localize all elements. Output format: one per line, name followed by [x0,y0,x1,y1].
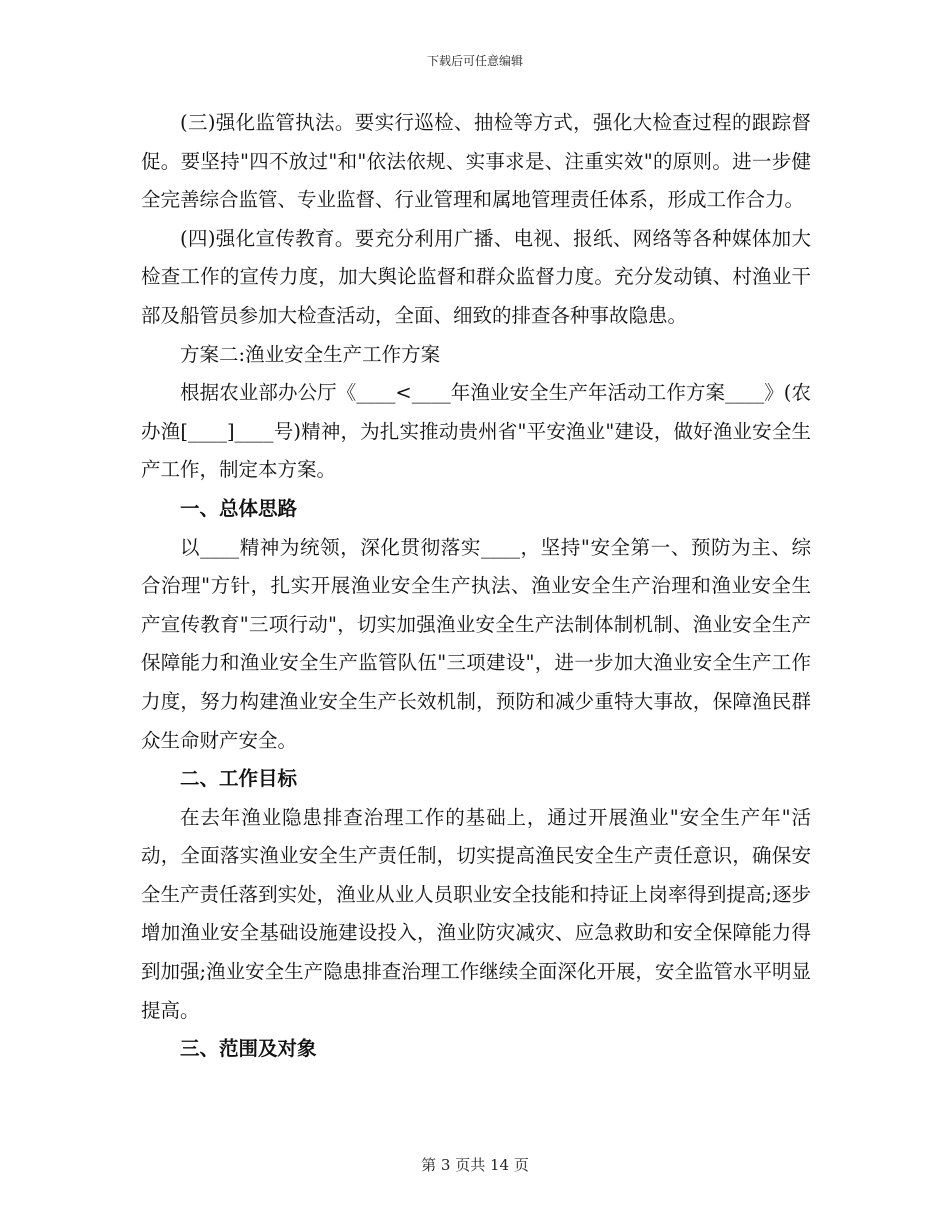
section-heading-overall-approach: 一、总体思路 [180,496,298,520]
paragraph-work-goals: 在去年渔业隐患排查治理工作的基础上，通过开展渔业"安全生产年"活动，全面落实渔业安全生产责任制，切实提高渔民安全生产责任意识，确保安全生产责任落到实处，渔业从业人员职业安全技能和持证上岗率得到提高;逐步增加渔业安全基础设施建设投入，渔业防灾减灾、应急救助和安全保障能力得到加强;渔业安全生产隐患排查治理工作继续全面深化开展，安全监管水平明显提高。 [141,805,811,1022]
document-body [141,104,811,1069]
paragraph-overall-approach: 以____精神为统领，深化贯彻落实____，坚持"安全第一、预防为主、综合治理"方针，扎实开展渔业安全生产执法、渔业安全生产治理和渔业安全生产宣传教育"三项行动"，切实加强渔业安全生产法制体制机制、渔业安全生产保障能力和渔业安全生产监管队伍"三项建设"，进一步加大渔业安全生产工作力度，努力构建渔业安全生产长效机制，预防和减少重特大事故，保障渔民群众生命财产安全。 [141,535,811,752]
page-header: 下载后可任意编辑 [426,54,523,68]
paragraph-strengthen-publicity: (四)强化宣传教育。要充分利用广播、电视、报纸、网络等各种媒体加大检查工作的宣传力度，加大舆论监督和群众监督力度。充分发动镇、村渔业干部及船管员参加大检查活动，全面、细致的排查各种事故隐患。 [141,226,811,327]
section-heading-work-goals: 二、工作目标 [180,767,298,791]
paragraph-plan-basis: 根据农业部办公厅《____<____年渔业安全生产年活动工作方案____》(农办渔[____]____号)精神，为扎实推动贵州省"平安渔业"建设，做好渔业安全生产工作，制定本方案。 [141,381,811,482]
plan-two-title: 方案二:渔业安全生产工作方案 [180,342,441,366]
section-heading-scope: 三、范围及对象 [180,1037,317,1061]
paragraph-strengthen-supervision: (三)强化监管执法。要实行巡检、抽检等方式，强化大检查过程的跟踪督促。要坚持"四不放过"和"依法依规、实事求是、注重实效"的原则。进一步健全完善综合监管、专业监督、行业管理和属地管理责任体系，形成工作合力。 [141,111,811,212]
page-footer: 第 3 页共 14 页 [421,1156,529,1174]
